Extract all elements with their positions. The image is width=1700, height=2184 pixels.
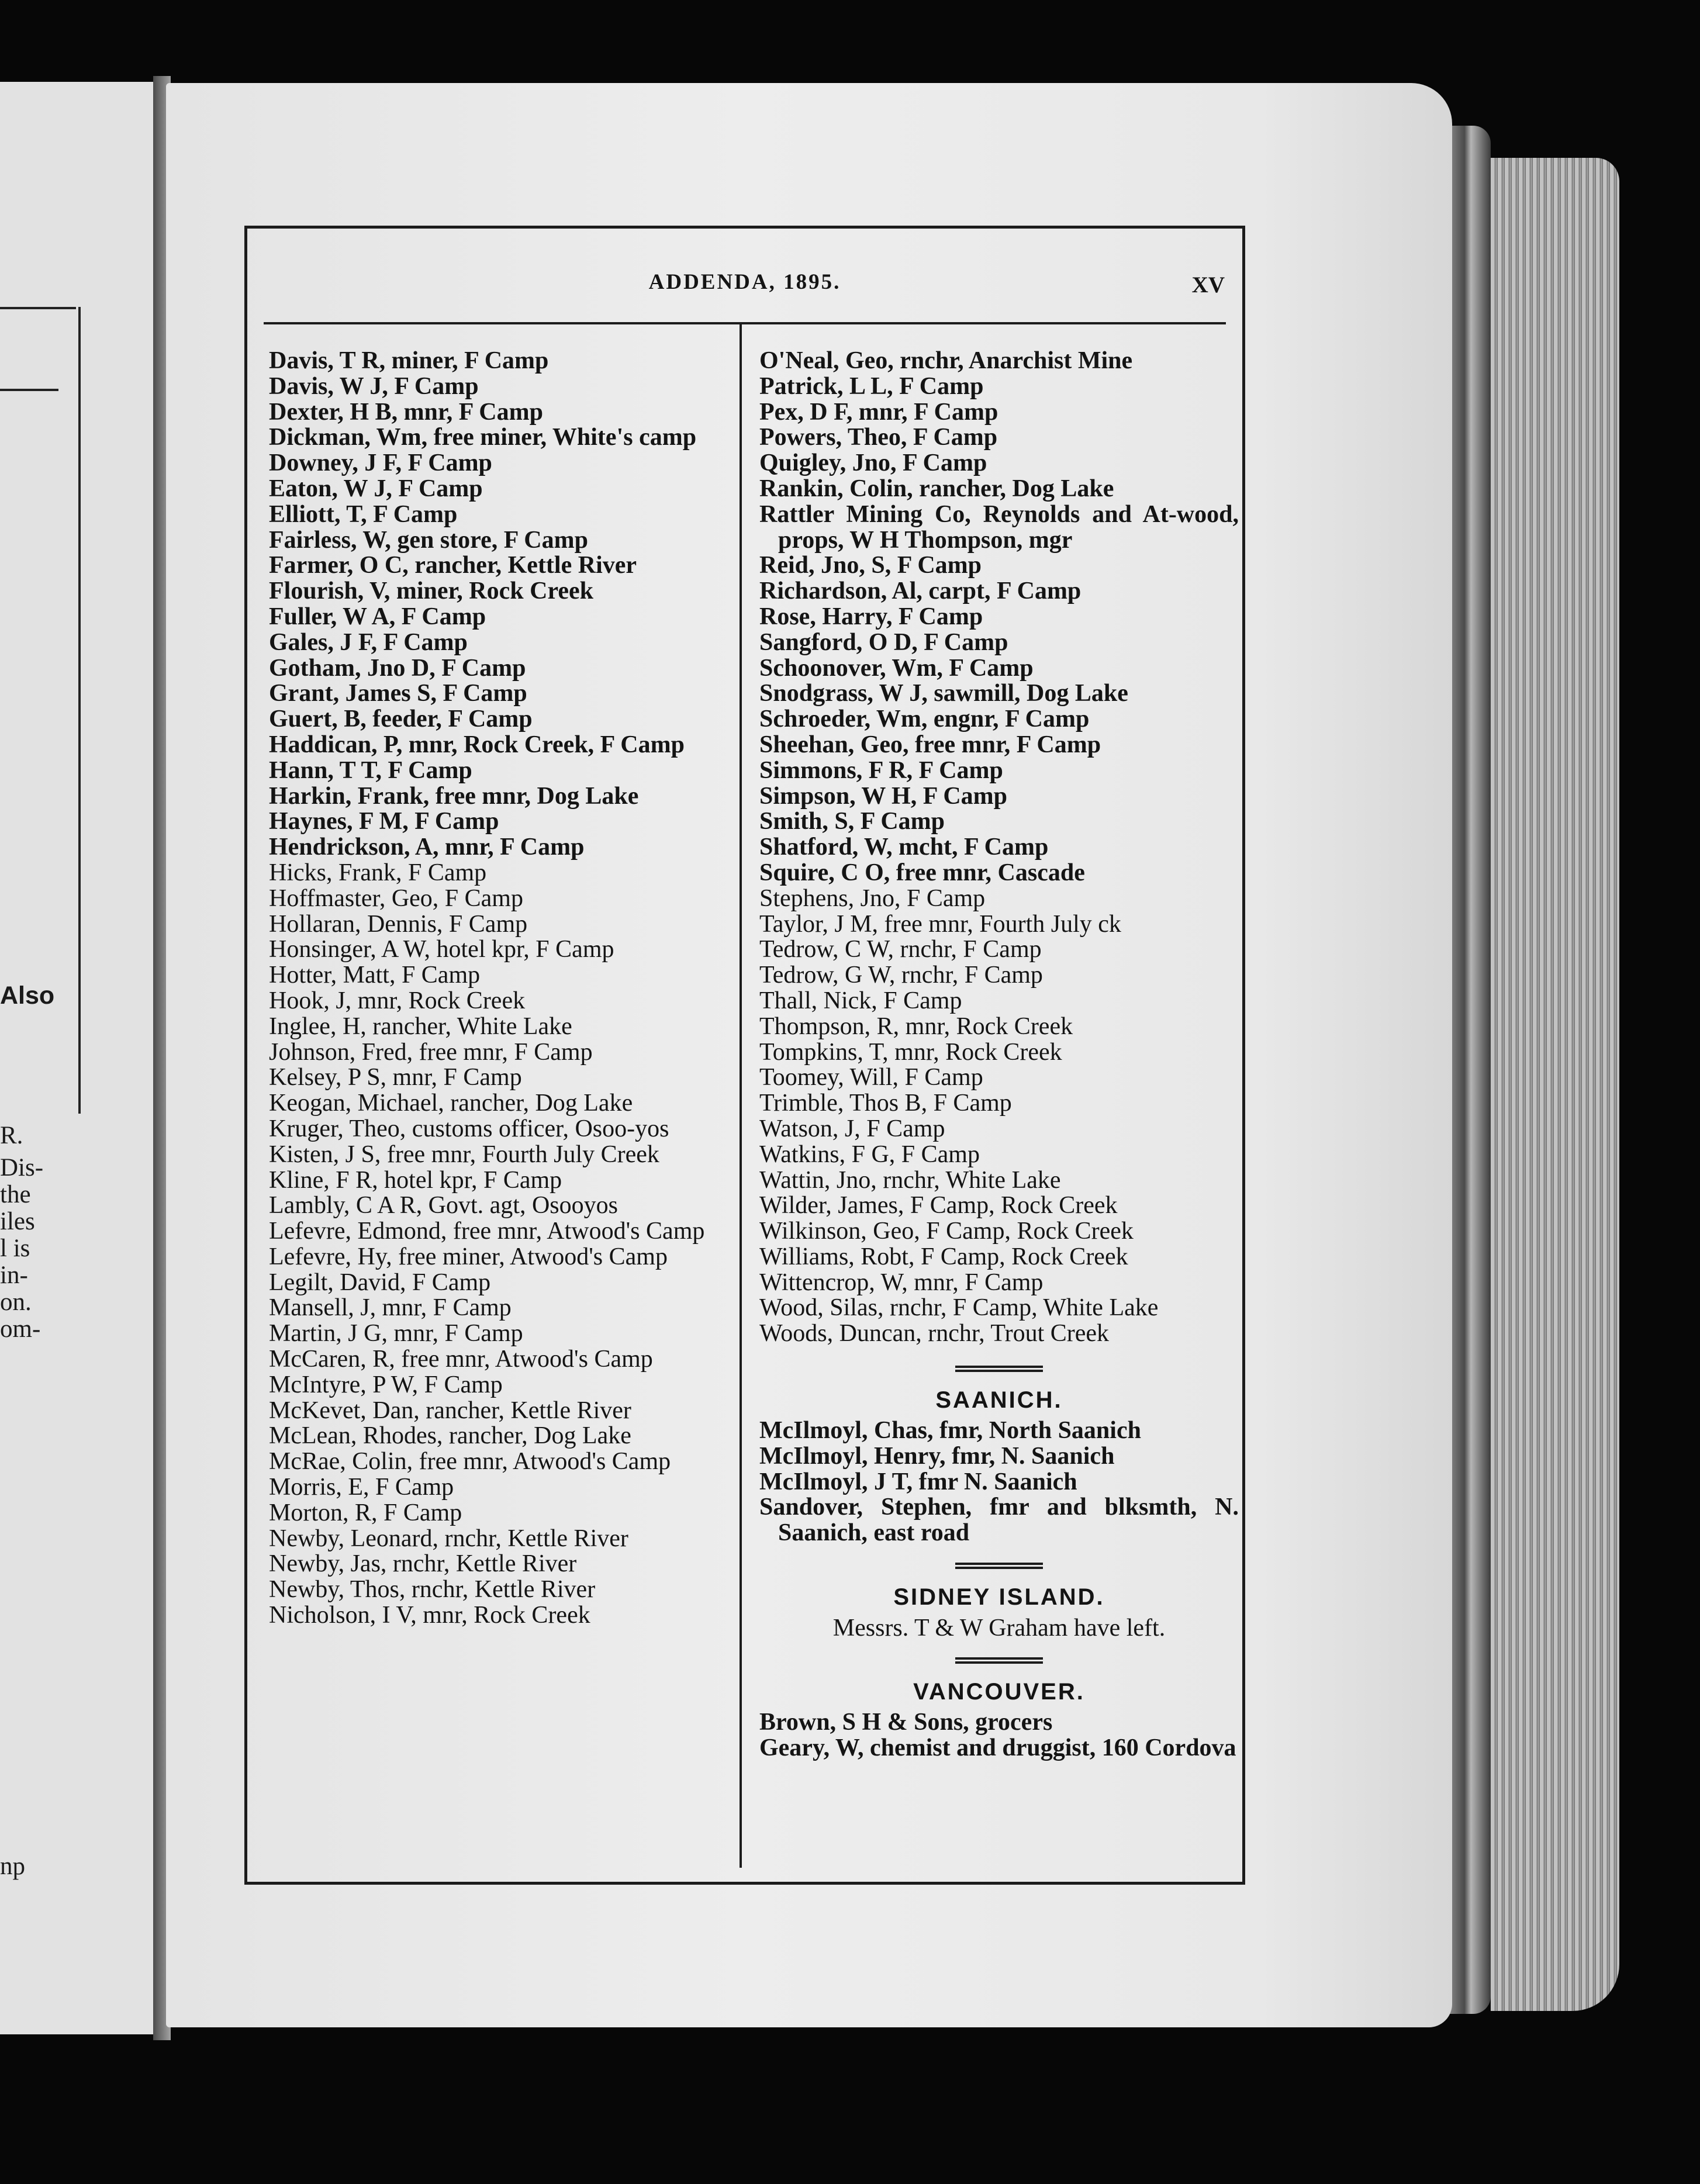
directory-entry: Davis, W J, F Camp: [269, 372, 479, 400]
directory-entry: Pex, D F, mnr, F Camp: [759, 398, 998, 426]
directory-entry: Fairless, W, gen store, F Camp: [269, 526, 588, 554]
directory-entry: Martin, J G, mnr, F Camp: [269, 1320, 523, 1347]
directory-entry: Schoonover, Wm, F Camp: [759, 654, 1034, 682]
directory-entry: Johnson, Fred, free mnr, F Camp: [269, 1038, 593, 1066]
directory-entry: Thompson, R, mnr, Rock Creek: [759, 1012, 1073, 1040]
directory-entry: Watkins, F G, F Camp: [759, 1141, 980, 1168]
directory-entry: Wilder, James, F Camp, Rock Creek: [759, 1192, 1118, 1219]
directory-entry: Newby, Leonard, rnchr, Kettle River: [269, 1525, 628, 1552]
section-heading-vancouver: VANCOUVER.: [913, 1679, 1085, 1705]
directory-entry: Simpson, W H, F Camp: [759, 782, 1007, 810]
directory-entry: Kelsey, P S, mnr, F Camp: [269, 1064, 522, 1091]
directory-entry: Hicks, Frank, F Camp: [269, 859, 487, 886]
directory-entry: Davis, T R, miner, F Camp: [269, 347, 549, 374]
facing-page-fragment: Also: [0, 982, 55, 1010]
directory-entry: Hotter, Matt, F Camp: [269, 962, 481, 989]
directory-entry: McRae, Colin, free mnr, Atwood's Camp: [269, 1448, 671, 1475]
facing-page: [0, 82, 157, 2034]
directory-entry: Farmer, O C, rancher, Kettle River: [269, 552, 637, 579]
directory-entry: Newby, Thos, rnchr, Kettle River: [269, 1576, 596, 1604]
directory-entry: Tedrow, G W, rnchr, F Camp: [759, 962, 1043, 989]
page-frame: [244, 226, 1245, 1885]
facing-page-rule: [0, 307, 76, 309]
facing-page-rule: [0, 389, 58, 391]
page-number: XV: [1191, 272, 1225, 298]
facing-page-fragment: Dis-: [0, 1154, 44, 1181]
directory-entry: Squire, C O, free mnr, Cascade: [759, 859, 1085, 886]
directory-entry: Harkin, Frank, free mnr, Dog Lake: [269, 782, 639, 810]
directory-entry: Haynes, F M, F Camp: [269, 808, 499, 835]
facing-page-fragment: np: [0, 1853, 25, 1880]
directory-entry: Kline, F R, hotel kpr, F Camp: [269, 1166, 562, 1194]
directory-entry: Hoffmaster, Geo, F Camp: [269, 884, 523, 912]
facing-page-fragment: iles: [0, 1208, 35, 1235]
directory-entry: Rattler Mining Co, Reynolds and At-wood, props, W H Thompson, mgr: [759, 500, 1239, 554]
directory-entry: Kruger, Theo, customs officer, Osoo-yos: [269, 1115, 669, 1142]
directory-entry: Kisten, J S, free mnr, Fourth July Creek: [269, 1141, 659, 1168]
page-header: [247, 269, 1242, 305]
directory-entry: Morris, E, F Camp: [269, 1474, 454, 1501]
facing-page-fragment: on.: [0, 1288, 32, 1316]
facing-page-fragment: R.: [0, 1122, 23, 1149]
directory-entry: Nicholson, I V, mnr, Rock Creek: [269, 1602, 590, 1629]
directory-entry: Hendrickson, A, mnr, F Camp: [269, 834, 585, 861]
directory-entry: Dexter, H B, mnr, F Camp: [269, 398, 543, 426]
directory-entry: Patrick, L L, F Camp: [759, 372, 984, 400]
directory-entry: Shatford, W, mcht, F Camp: [759, 834, 1049, 861]
directory-entry: Rose, Harry, F Camp: [759, 603, 983, 630]
directory-entry: Gotham, Jno D, F Camp: [269, 654, 526, 682]
directory-entry: Rankin, Colin, rancher, Dog Lake: [759, 475, 1114, 502]
directory-entry: McIlmoyl, Henry, fmr, N. Saanich: [759, 1442, 1115, 1470]
directory-entry: Honsinger, A W, hotel kpr, F Camp: [269, 936, 614, 963]
directory-entry: Snodgrass, W J, sawmill, Dog Lake: [759, 680, 1128, 707]
directory-entry: Elliott, T, F Camp: [269, 500, 458, 528]
section-rule: [955, 1366, 1043, 1368]
directory-entry: Woods, Duncan, rnchr, Trout Creek: [759, 1320, 1110, 1347]
directory-entry: Trimble, Thos B, F Camp: [759, 1090, 1012, 1117]
directory-entry: Dickman, Wm, free miner, White's camp: [269, 424, 697, 451]
directory-entry: Downey, J F, F Camp: [269, 450, 492, 477]
vancouver-entries: [759, 1710, 1239, 1761]
directory-entry: Schroeder, Wm, engnr, F Camp: [759, 706, 1090, 733]
directory-entry: Hann, T T, F Camp: [269, 756, 472, 784]
directory-entry: Reid, Jno, S, F Camp: [759, 552, 982, 579]
sidney-island-note: Messrs. T & W Graham have left.: [832, 1615, 1166, 1642]
directory-entry: Guert, B, feeder, F Camp: [269, 706, 533, 733]
directory-entry: Geary, W, chemist and druggist, 160 Cordova: [759, 1734, 1236, 1761]
directory-entry: Hollaran, Dennis, F Camp: [269, 910, 528, 938]
directory-entry: Haddican, P, mnr, Rock Creek, F Camp: [269, 731, 685, 758]
directory-entry: Thall, Nick, F Camp: [759, 987, 962, 1014]
directory-entry: Sheehan, Geo, free mnr, F Camp: [759, 731, 1101, 758]
directory-entry: Newby, Jas, rnchr, Kettle River: [269, 1550, 577, 1578]
section-heading-saanich: SAANICH.: [935, 1387, 1063, 1414]
facing-page-fragment: om-: [0, 1315, 41, 1343]
facing-page-fragment: in-: [0, 1262, 28, 1289]
directory-entry: Lefevre, Edmond, free mnr, Atwood's Camp: [269, 1218, 705, 1245]
directory-entry: Tompkins, T, mnr, Rock Creek: [759, 1038, 1062, 1066]
column-divider: [740, 324, 742, 1868]
directory-entry: McKevet, Dan, rancher, Kettle River: [269, 1397, 631, 1424]
directory-entry: Fuller, W A, F Camp: [269, 603, 486, 630]
directory-entry: Gales, J F, F Camp: [269, 628, 468, 656]
directory-entry: Mansell, J, mnr, F Camp: [269, 1294, 512, 1322]
directory-entry: Stephens, Jno, F Camp: [759, 884, 986, 912]
section-rule: [955, 1563, 1043, 1565]
directory-entry: O'Neal, Geo, rnchr, Anarchist Mine: [759, 347, 1133, 374]
directory-entry: Toomey, Will, F Camp: [759, 1064, 983, 1091]
directory-entry: Taylor, J M, free mnr, Fourth July ck: [759, 910, 1121, 938]
page-stack: [1491, 158, 1619, 2011]
directory-entry: Sandover, Stephen, fmr and blksmth, N. Saanich, east road: [759, 1494, 1239, 1547]
directory-entry: Quigley, Jno, F Camp: [759, 450, 987, 477]
directory-entry: Wood, Silas, rnchr, F Camp, White Lake: [759, 1294, 1159, 1322]
header-rule: [264, 322, 1226, 324]
directory-entry: Lefevre, Hy, free miner, Atwood's Camp: [269, 1243, 668, 1270]
left-column: [269, 348, 731, 1629]
directory-entry: Sangford, O D, F Camp: [759, 628, 1008, 656]
directory-entry: Inglee, H, rancher, White Lake: [269, 1012, 572, 1040]
saanich-entries: [759, 1418, 1239, 1546]
directory-entry: Powers, Theo, F Camp: [759, 424, 998, 451]
directory-entry: Keogan, Michael, rancher, Dog Lake: [269, 1090, 633, 1117]
directory-entry: Wattin, Jno, rnchr, White Lake: [759, 1166, 1061, 1194]
directory-entry: Smith, S, F Camp: [759, 808, 945, 835]
directory-entry: Flourish, V, miner, Rock Creek: [269, 578, 593, 605]
directory-entry: Wittencrop, W, mnr, F Camp: [759, 1269, 1044, 1296]
right-column-entries: [759, 348, 1239, 1347]
directory-entry: Simmons, F R, F Camp: [759, 756, 1003, 784]
directory-entry: Hook, J, mnr, Rock Creek: [269, 987, 526, 1014]
directory-entry: Grant, James S, F Camp: [269, 680, 527, 707]
running-head: ADDENDA, 1895.: [648, 270, 841, 294]
facing-page-border: [78, 307, 81, 1114]
facing-page-fragment: the: [0, 1181, 31, 1208]
page-edge: [1447, 126, 1491, 2014]
directory-entry: Williams, Robt, F Camp, Rock Creek: [759, 1243, 1128, 1270]
right-column: [759, 348, 1239, 1761]
directory-entry: McIlmoyl, Chas, fmr, North Saanich: [759, 1417, 1141, 1445]
directory-entry: McIlmoyl, J T, fmr N. Saanich: [759, 1468, 1077, 1495]
directory-entry: Legilt, David, F Camp: [269, 1269, 491, 1296]
directory-entry: Tedrow, C W, rnchr, F Camp: [759, 936, 1042, 963]
directory-entry: McLean, Rhodes, rancher, Dog Lake: [269, 1422, 631, 1450]
directory-entry: Eaton, W J, F Camp: [269, 475, 483, 502]
directory-entry: Lambly, C A R, Govt. agt, Osooyos: [269, 1192, 618, 1219]
section-rule: [955, 1657, 1043, 1660]
directory-entry: Brown, S H & Sons, grocers: [759, 1709, 1053, 1736]
directory-entry: Wilkinson, Geo, F Camp, Rock Creek: [759, 1218, 1134, 1245]
section-heading-sidney-island: SIDNEY ISLAND.: [893, 1584, 1105, 1611]
directory-entry: Morton, R, F Camp: [269, 1499, 462, 1526]
facing-page-fragment: l is: [0, 1235, 30, 1262]
directory-entry: McIntyre, P W, F Camp: [269, 1371, 503, 1398]
directory-entry: Richardson, Al, carpt, F Camp: [759, 578, 1081, 605]
directory-entry: Watson, J, F Camp: [759, 1115, 945, 1142]
directory-entry: McCaren, R, free mnr, Atwood's Camp: [269, 1346, 653, 1373]
